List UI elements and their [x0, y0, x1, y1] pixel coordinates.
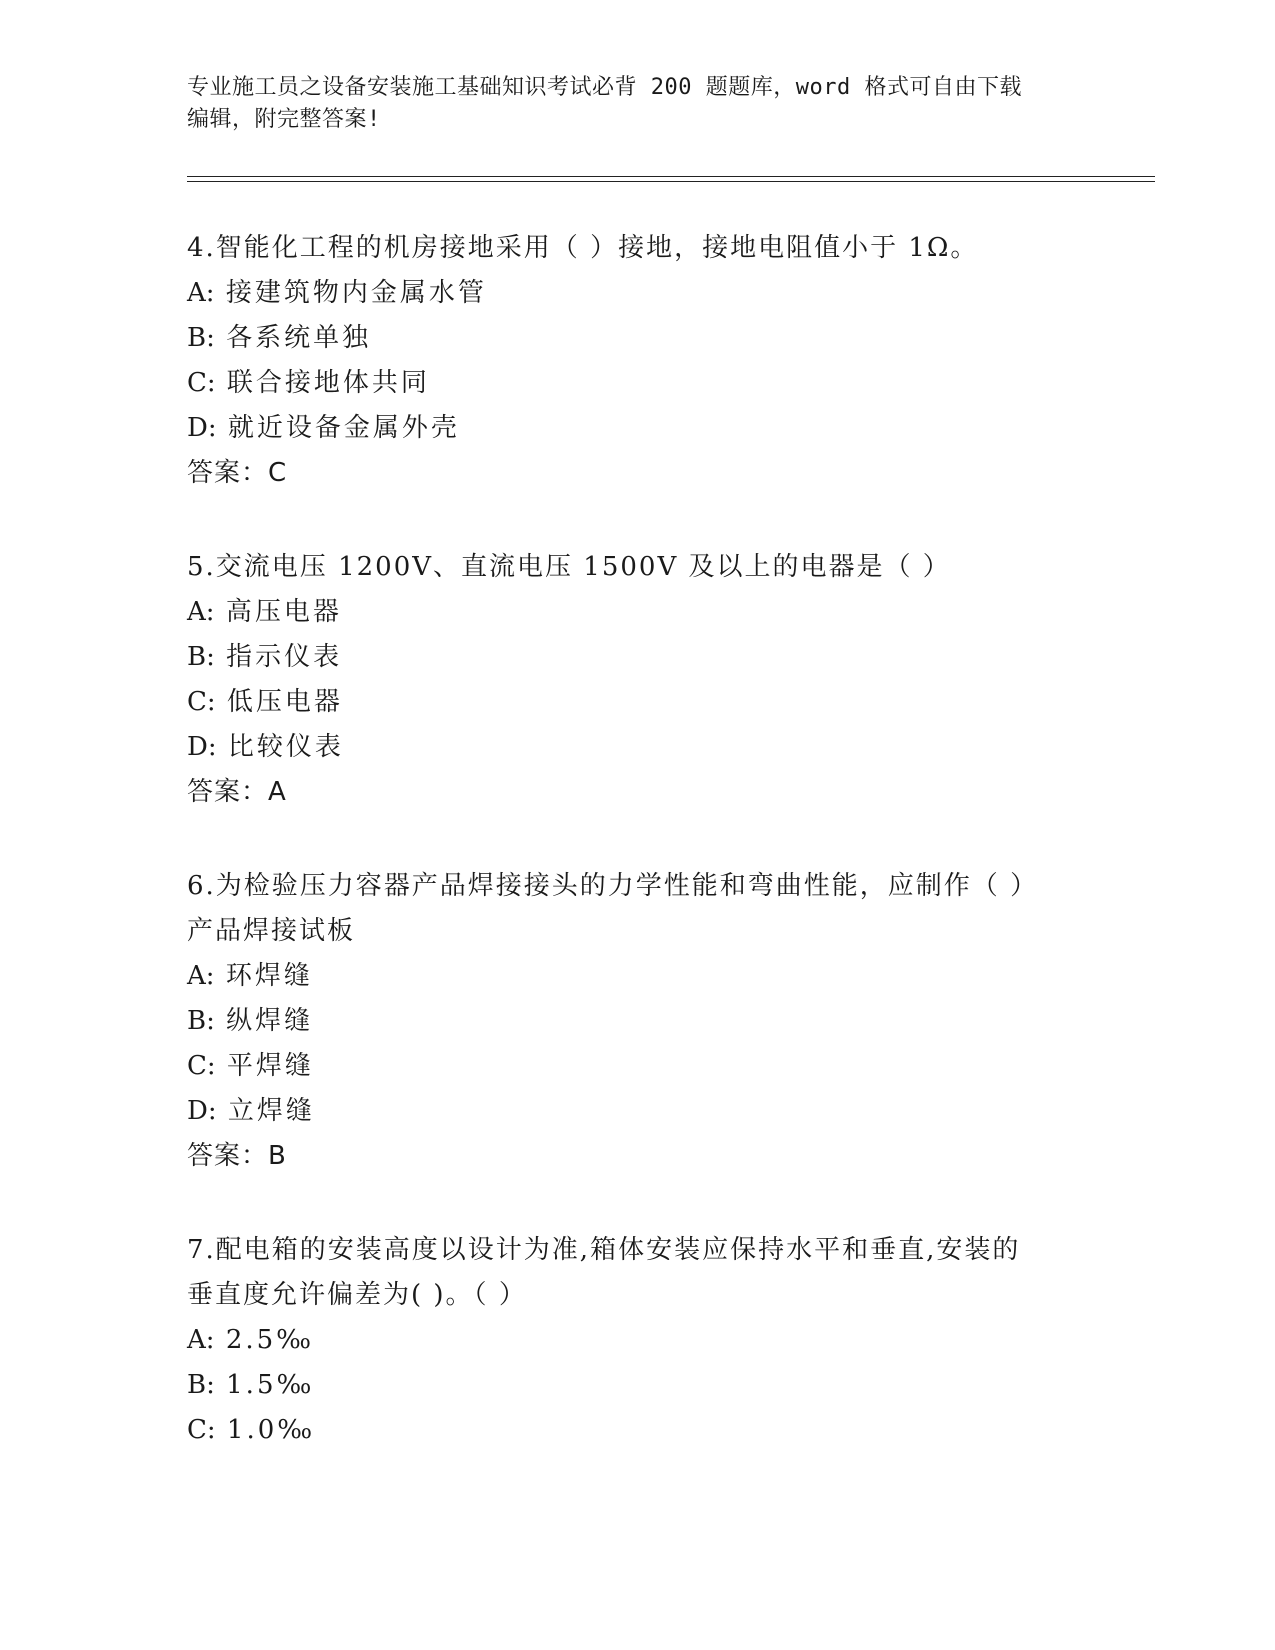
header-divider-top: [187, 176, 1155, 177]
option-text: 立焊缝: [227, 1096, 315, 1126]
answer-label: 答案：A: [187, 777, 287, 807]
option-c: [187, 361, 1087, 406]
option-c: [187, 1044, 1087, 1089]
question-stem-line: 5.交流电压 1200V、直流电压 1500V 及以上的电器是（ ）: [187, 552, 951, 582]
option-key: D:: [187, 1096, 217, 1126]
question-stem: [187, 226, 1087, 271]
option-a: [187, 271, 1087, 316]
option-b: [187, 635, 1087, 680]
option-key: B:: [187, 1370, 215, 1400]
option-key: A:: [187, 278, 215, 308]
option-text: 高压电器: [225, 597, 342, 627]
option-key: C:: [187, 687, 216, 717]
question-stem: [187, 1228, 1087, 1318]
option-d: [187, 1089, 1087, 1134]
option-b: [187, 1363, 1087, 1408]
question-stem: [187, 545, 1087, 590]
option-key: A:: [187, 1325, 215, 1355]
option-text: 接建筑物内金属水管: [225, 278, 487, 308]
option-text: 各系统单独: [226, 323, 372, 353]
question-stem-line: 6.为检验压力容器产品焊接接头的力学性能和弯曲性能，应制作（ ）: [187, 871, 1039, 901]
option-key: B:: [187, 642, 215, 672]
answer-label: 答案：B: [187, 1141, 287, 1171]
option-text: 平焊缝: [226, 1051, 314, 1081]
option-key: D:: [187, 732, 217, 762]
option-text: 联合接地体共同: [226, 368, 430, 398]
option-text: 2.5‰: [225, 1325, 315, 1355]
option-key: B:: [187, 1006, 215, 1036]
header-line-1: 专业施工员之设备安装施工基础知识考试必背 200 题题库，word 格式可自由下载: [187, 75, 1022, 100]
question-4: [187, 226, 1087, 496]
option-a: [187, 590, 1087, 635]
option-c: [187, 1408, 1087, 1453]
header-divider-bottom: [187, 181, 1155, 182]
option-key: C:: [187, 368, 216, 398]
option-text: 1.0‰: [226, 1415, 316, 1445]
option-key: B:: [187, 323, 215, 353]
option-text: 指示仪表: [226, 642, 343, 672]
option-key: A:: [187, 597, 215, 627]
option-text: 环焊缝: [225, 961, 313, 991]
option-d: [187, 406, 1087, 451]
option-c: [187, 680, 1087, 725]
header-line-2: 编辑，附完整答案!: [187, 107, 381, 132]
option-a: [187, 1318, 1087, 1363]
answer-label: 答案：C: [187, 458, 288, 488]
question-stem-line: 4.智能化工程的机房接地采用（ ）接地，接地电阻值小于 1Ω。: [187, 233, 979, 263]
question-stem-line: 7.配电箱的安装高度以设计为准,箱体安装应保持水平和垂直,安装的: [187, 1235, 1021, 1265]
option-text: 1.5‰: [226, 1370, 315, 1400]
option-key: D:: [187, 413, 217, 443]
document-header: [187, 72, 1087, 136]
question-6: [187, 864, 1087, 1179]
option-key: C:: [187, 1051, 216, 1081]
option-a: [187, 954, 1087, 999]
question-stem-line: 垂直度允许偏差为( )。（ ）: [187, 1280, 527, 1310]
option-b: [187, 316, 1087, 361]
question-stem-line: 产品焊接试板: [187, 916, 356, 946]
option-d: [187, 725, 1087, 770]
question-5: [187, 545, 1087, 815]
question-stem: [187, 864, 1087, 954]
option-text: 比较仪表: [227, 732, 344, 762]
option-b: [187, 999, 1087, 1044]
option-key: C:: [187, 1415, 216, 1445]
option-text: 就近设备金属外壳: [227, 413, 460, 443]
option-key: A:: [187, 961, 215, 991]
question-7: [187, 1228, 1087, 1453]
option-text: 纵焊缝: [226, 1006, 314, 1036]
option-text: 低压电器: [226, 687, 343, 717]
